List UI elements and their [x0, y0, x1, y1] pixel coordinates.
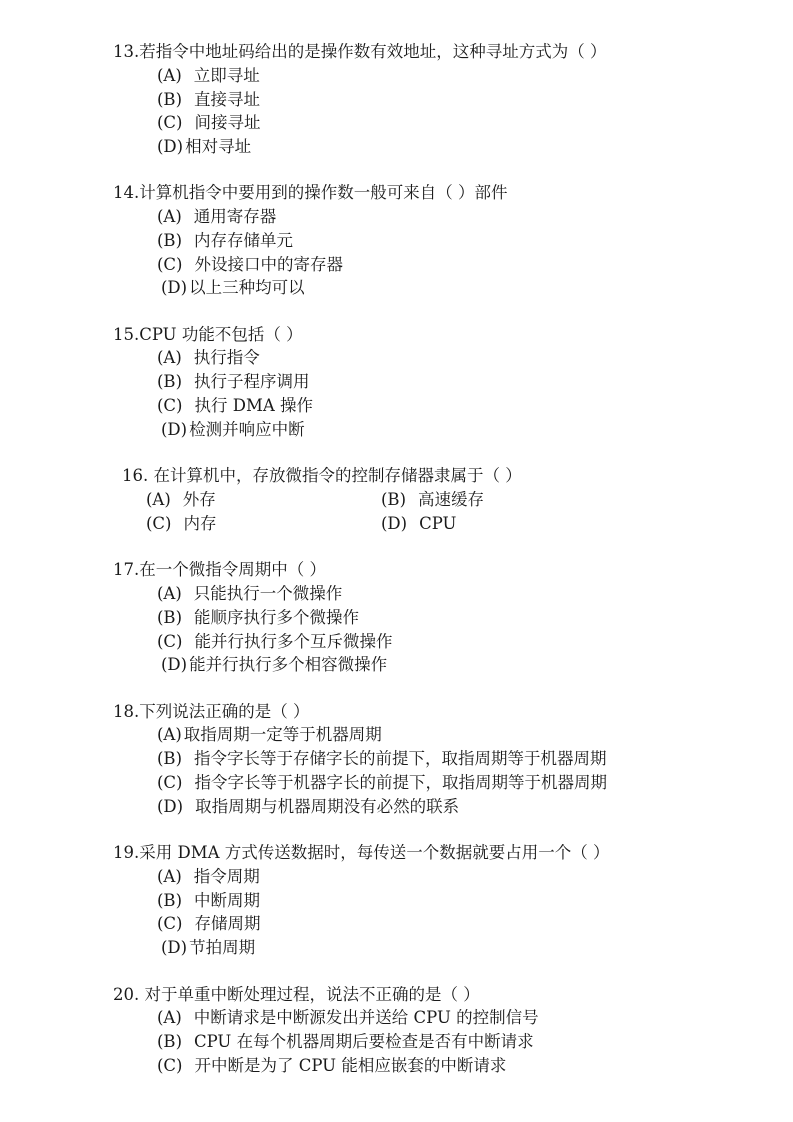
- option-text: 存储周期: [194, 914, 261, 933]
- option-text: 中断请求是中断源发出并送给 CPU 的控制信号: [193, 1008, 539, 1027]
- option-text: 指令字长等于存储字长的前提下，取指周期等于机器周期: [194, 749, 607, 768]
- option-b: [157, 747, 607, 771]
- option-label: (D): [161, 938, 188, 957]
- option-label: (B): [157, 749, 182, 768]
- option-a: [157, 346, 260, 370]
- option-text: 开中断是为了 CPU 能相应嵌套的中断请求: [194, 1056, 507, 1075]
- option-label: (A): [157, 725, 182, 744]
- option-text: CPU 在每个机器周期后要检查是否有中断请求: [194, 1032, 534, 1051]
- option-text: 能顺序执行多个微操作: [194, 608, 359, 627]
- option-text: 内存: [183, 514, 217, 533]
- option-label: (C): [157, 113, 183, 132]
- option-label: (A): [146, 490, 171, 509]
- option-label: (A): [157, 348, 182, 367]
- option-text: 只能执行一个微操作: [193, 584, 343, 603]
- option-a: [157, 205, 276, 229]
- option-label: (C): [157, 773, 183, 792]
- option-c: [157, 630, 393, 654]
- option-label: (D): [157, 797, 184, 816]
- option-label: (B): [157, 891, 182, 910]
- option-label: (B): [157, 1032, 182, 1051]
- option-d: [161, 418, 305, 442]
- option-text: 相对寻址: [185, 137, 252, 156]
- option-text: 外设接口中的寄存器: [194, 255, 343, 274]
- option-d: [161, 653, 387, 677]
- option-a: [157, 64, 260, 88]
- option-text: CPU: [419, 514, 457, 533]
- option-d: [381, 512, 456, 536]
- option-c: [157, 394, 313, 418]
- option-d: [161, 276, 305, 300]
- option-c: [157, 111, 261, 135]
- option-label: (A): [157, 207, 182, 226]
- option-text: 取指周期一定等于机器周期: [183, 725, 382, 744]
- option-b: [157, 229, 293, 253]
- question-stem: 17.在一个微指令周期中（ ）: [113, 560, 326, 579]
- question-stem: 19.采用 DMA 方式传送数据时，每传送一个数据就要占用一个（ ）: [113, 843, 610, 862]
- option-label: (D): [161, 420, 188, 439]
- option-text: 直接寻址: [194, 90, 260, 109]
- option-label: (A): [157, 584, 182, 603]
- option-text: 通用寄存器: [193, 207, 277, 226]
- option-d: [157, 795, 459, 819]
- option-text: 检测并响应中断: [189, 420, 305, 439]
- option-c: [157, 771, 607, 795]
- option-a: [146, 488, 216, 512]
- option-c: [157, 1054, 506, 1078]
- option-text: 以上三种均可以: [189, 278, 305, 297]
- option-label: (A): [157, 867, 182, 886]
- option-label: (D): [161, 655, 188, 674]
- option-b: [157, 370, 310, 394]
- option-text: 执行子程序调用: [194, 372, 310, 391]
- option-label: (B): [157, 608, 182, 627]
- option-label: (D): [157, 137, 184, 156]
- option-text: 中断周期: [194, 891, 260, 910]
- question-stem: 20. 对于单重中断处理过程，说法不正确的是（ ）: [113, 985, 480, 1004]
- option-c: [157, 912, 261, 936]
- option-text: 内存存储单元: [194, 231, 293, 250]
- option-a: [157, 1006, 539, 1030]
- option-text: 间接寻址: [194, 113, 261, 132]
- question-stem: 13.若指令中地址码给出的是操作数有效地址，这种寻址方式为（ ）: [113, 42, 607, 61]
- option-text: 节拍周期: [189, 938, 256, 957]
- option-text: 能并行执行多个互斥微操作: [194, 632, 393, 651]
- option-label: (C): [146, 514, 172, 533]
- option-a: [157, 582, 342, 606]
- option-label: (A): [157, 1008, 182, 1027]
- question-stem: 18.下列说法正确的是（ ）: [113, 702, 310, 721]
- option-b: [157, 889, 260, 913]
- option-label: (B): [157, 372, 182, 391]
- option-label: (C): [157, 632, 183, 651]
- option-text: 高速缓存: [418, 490, 484, 509]
- option-text: 外存: [182, 490, 216, 509]
- option-a: [157, 865, 260, 889]
- option-label: (C): [157, 914, 183, 933]
- option-text: 指令字长等于机器字长的前提下，取指周期等于机器周期: [194, 773, 607, 792]
- option-b: [157, 88, 260, 112]
- option-text: 执行 DMA 操作: [194, 396, 314, 415]
- option-text: 能并行执行多个相容微操作: [189, 655, 388, 674]
- option-a: [157, 723, 382, 747]
- option-label: (D): [381, 514, 408, 533]
- option-b: [381, 488, 484, 512]
- question-stem: 15.CPU 功能不包括（ ）: [113, 325, 303, 344]
- option-label: (D): [161, 278, 188, 297]
- option-label: (C): [157, 255, 183, 274]
- question-stem: 14.计算机指令中要用到的操作数一般可来自（ ）部件: [113, 183, 508, 202]
- option-b: [157, 606, 359, 630]
- option-text: 立即寻址: [193, 66, 260, 85]
- option-d: [157, 135, 251, 159]
- option-label: (A): [157, 66, 182, 85]
- option-text: 执行指令: [193, 348, 260, 367]
- option-label: (C): [157, 396, 183, 415]
- option-label: (B): [381, 490, 406, 509]
- option-label: (B): [157, 90, 182, 109]
- option-c: [157, 253, 343, 277]
- option-text: 指令周期: [193, 867, 260, 886]
- option-d: [161, 936, 255, 960]
- option-b: [157, 1030, 534, 1054]
- option-c: [146, 512, 217, 536]
- question-stem: 16. 在计算机中，存放微指令的控制存储器隶属于（ ）: [122, 466, 522, 485]
- option-label: (B): [157, 231, 182, 250]
- option-label: (C): [157, 1056, 183, 1075]
- option-text: 取指周期与机器周期没有必然的联系: [195, 797, 460, 816]
